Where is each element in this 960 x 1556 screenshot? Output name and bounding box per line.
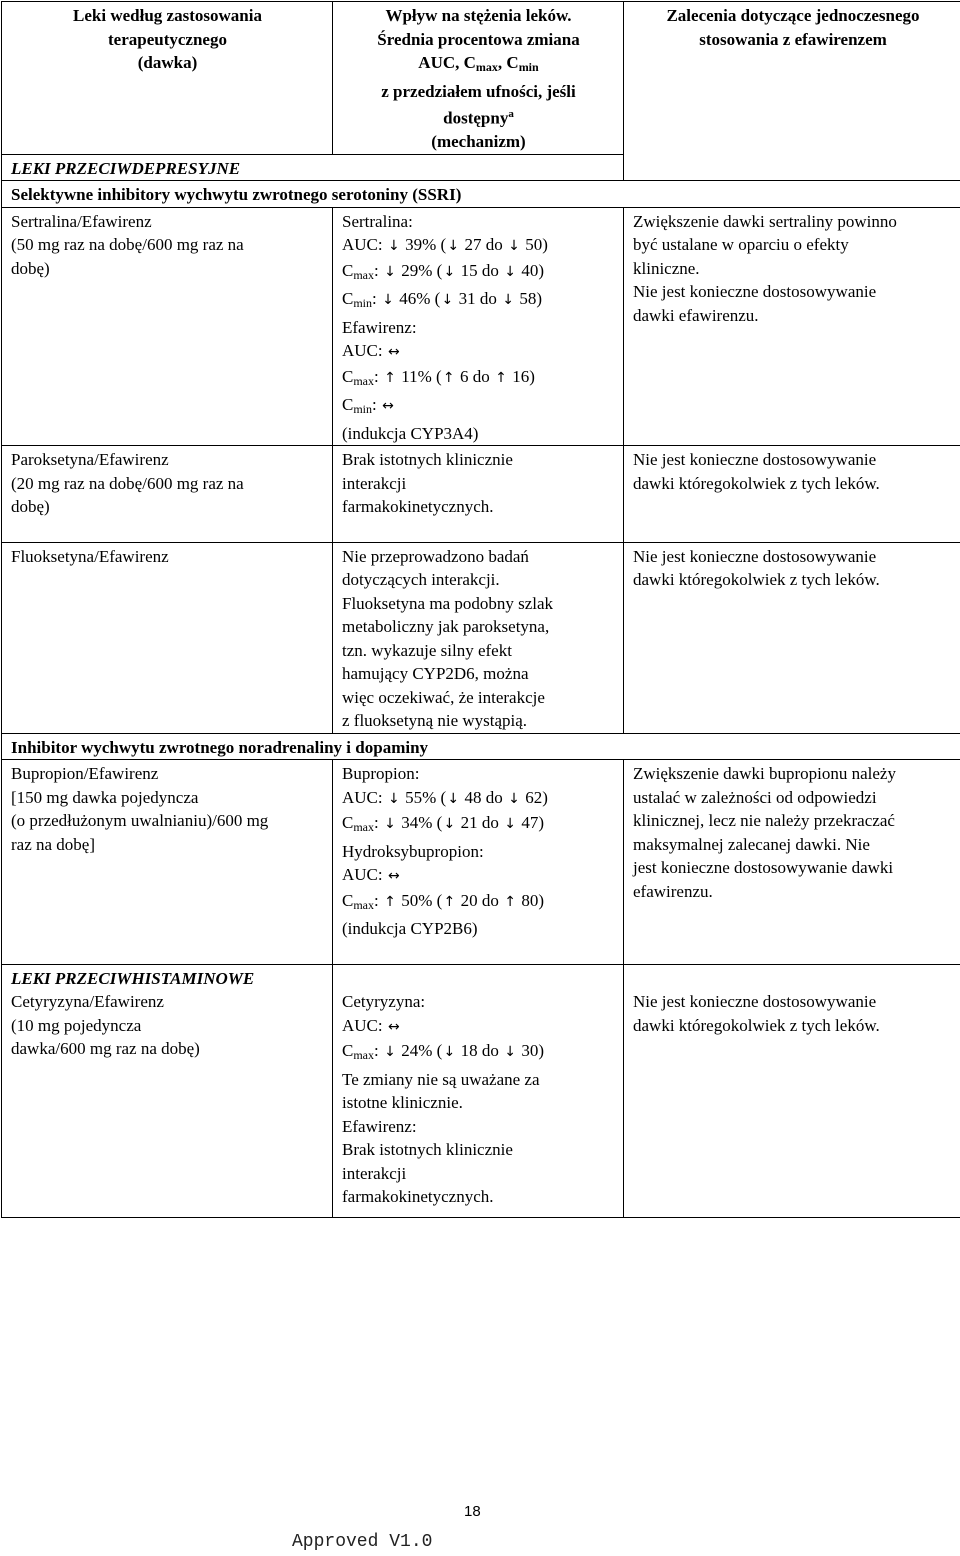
table-row-sertraline <box>2 207 960 446</box>
arrow-both-icon: ↔ <box>388 1018 400 1035</box>
arrow-down-icon: ↓ <box>443 263 456 280</box>
section-ndri-row <box>2 733 960 760</box>
arrow-down-icon: ↓ <box>447 238 460 255</box>
arrow-down-icon: ↓ <box>384 816 396 833</box>
arrow-both-icon: ↔ <box>382 398 394 415</box>
effect-cell: Bupropion: AUC: ↓ 55% (↓ 48 do ↓ 62) $C_{max}$: ↓ 34% (↓ 21 do ↓ 47) Hydroksybupropion: AUC: ↔ $C_{max}$: ↑ 50% (↑ 20 do ↑ 80) (indukcja CYP2B6) <box>333 760 624 965</box>
arrow-up-icon: ↑ <box>495 369 507 386</box>
interaction-table <box>1 1 960 1218</box>
recommendation-cell: Zwiększenie dawki sertraliny powinno być ustalane w oparciu o efekty kliniczne. Nie jest konieczne dostosowywanie dawki efawirenzu. <box>624 207 960 446</box>
arrow-down-icon: ↓ <box>443 1044 456 1061</box>
arrow-up-icon: ↑ <box>442 369 455 386</box>
arrow-down-icon: ↓ <box>508 790 520 807</box>
page-number: 18 <box>464 1503 481 1520</box>
drug-cell: Fluoksetyna/Efawirenz <box>2 542 333 733</box>
drug-cell: Sertralina/Efawirenz (50 mg raz na dobę/600 mg raz na dobę) <box>2 207 333 446</box>
drug-cell: Paroksetyna/Efawirenz (20 mg raz na dobę/600 mg raz na dobę) <box>2 446 333 543</box>
section-title: LEKI PRZECIWHISTAMINOWE <box>11 968 255 988</box>
arrow-down-icon: ↓ <box>447 790 460 807</box>
arrow-down-icon: ↓ <box>504 1044 516 1061</box>
arrow-down-icon: ↓ <box>508 238 520 255</box>
section-ssri-row <box>2 181 960 208</box>
recommendation-cell: Nie jest konieczne dostosowywanie dawki któregokolwiek z tych leków. <box>624 964 960 1217</box>
table-row-cetirizine <box>2 964 960 1217</box>
arrow-up-icon: ↑ <box>384 893 396 910</box>
arrow-up-icon: ↑ <box>443 893 456 910</box>
arrow-both-icon: ↔ <box>388 868 400 885</box>
arrow-down-icon: ↓ <box>384 263 396 280</box>
table-row-paroxetine <box>2 446 960 543</box>
arrow-both-icon: ↔ <box>388 344 400 361</box>
arrow-down-icon: ↓ <box>443 816 456 833</box>
header-effect-column: Wpływ na stężenia leków. Średnia procentowa zmiana AUC, Cmax, Cmin z przedziałem ufności, jeśli dostępny$^a$ (mechanizm) <box>333 2 624 155</box>
effect-cell: Nie przeprowadzono badań dotyczących interakcji. Fluoksetyna ma podobny szlak metaboliczny jak paroksetyna, tzn. wykazuje silny efekt hamujący CYP2D6, można więc oczekiwać, że interakcje z fluoksetyną nie wystąpią. <box>333 542 624 733</box>
recommendation-cell: Nie jest konieczne dostosowywanie dawki któregokolwiek z tych leków. <box>624 446 960 543</box>
arrow-down-icon: ↓ <box>504 263 516 280</box>
drug-cell: Bupropion/Efawirenz [150 mg dawka pojedyncza (o przedłużonym uwalnianiu)/600 mg raz na dobę] <box>2 760 333 965</box>
table-row-bupropion <box>2 760 960 965</box>
drug-cell: LEKI PRZECIWHISTAMINOWE Cetyryzyna/Efawirenz (10 mg pojedyncza dawka/600 mg raz na dobę) <box>2 964 333 1217</box>
section-title: LEKI PRZECIWDEPRESYJNE <box>2 154 624 181</box>
arrow-down-icon: ↓ <box>502 292 514 309</box>
effect-cell: Cetyryzyna: AUC: ↔ $C_{max}$: ↓ 24% (↓ 18 do ↓ 30) Te zmiany nie są uważane za istotne klinicznie. Efawirenz: Brak istotnych klinicznie interakcji farmakokinetycznych. <box>333 964 624 1217</box>
section-subtitle: Selektywne inhibitory wychwytu zwrotnego serotoniny (SSRI) <box>2 181 960 208</box>
header-recommendation-column: Zalecenia dotyczące jednoczesnego stosowania z efawirenzem <box>624 2 960 181</box>
effect-cell: Sertralina: AUC: ↓ 39% (↓ 27 do ↓ 50) $C_{max}$: ↓ 29% (↓ 15 do ↓ 40) $C_{min}$: ↓ 46% (↓ 31 do ↓ 58) Efawirenz: AUC: ↔ $C_{max}$: ↑ 11% (↑ 6 do ↑ 16) $C_{min}$: ↔ (indukcja CYP3A4) <box>333 207 624 446</box>
effect-cell: Brak istotnych klinicznie interakcji farmakokinetycznych. <box>333 446 624 543</box>
arrow-down-icon: ↓ <box>504 816 516 833</box>
arrow-down-icon: ↓ <box>388 790 400 807</box>
arrow-down-icon: ↓ <box>382 292 394 309</box>
header-drug-column: Leki według zastosowania terapeutycznego (dawka) <box>2 2 333 155</box>
arrow-down-icon: ↓ <box>384 1044 396 1061</box>
approved-stamp: Approved V1.0 <box>292 1532 433 1552</box>
section-subtitle: Inhibitor wychwytu zwrotnego noradrenaliny i dopaminy <box>2 733 960 760</box>
recommendation-cell: Nie jest konieczne dostosowywanie dawki któregokolwiek z tych leków. <box>624 542 960 733</box>
table-row-fluoxetine <box>2 542 960 733</box>
arrow-down-icon: ↓ <box>388 238 400 255</box>
arrow-up-icon: ↑ <box>384 369 396 386</box>
arrow-down-icon: ↓ <box>441 292 454 309</box>
arrow-up-icon: ↑ <box>504 893 516 910</box>
table-header-row <box>2 2 960 155</box>
recommendation-cell: Zwiększenie dawki bupropionu należy ustalać w zależności od odpowiedzi klinicznej, lecz nie należy przekraczać maksymalnej zalecanej dawki. Nie jest konieczne dostosowywanie dawki efawirenzu. <box>624 760 960 965</box>
